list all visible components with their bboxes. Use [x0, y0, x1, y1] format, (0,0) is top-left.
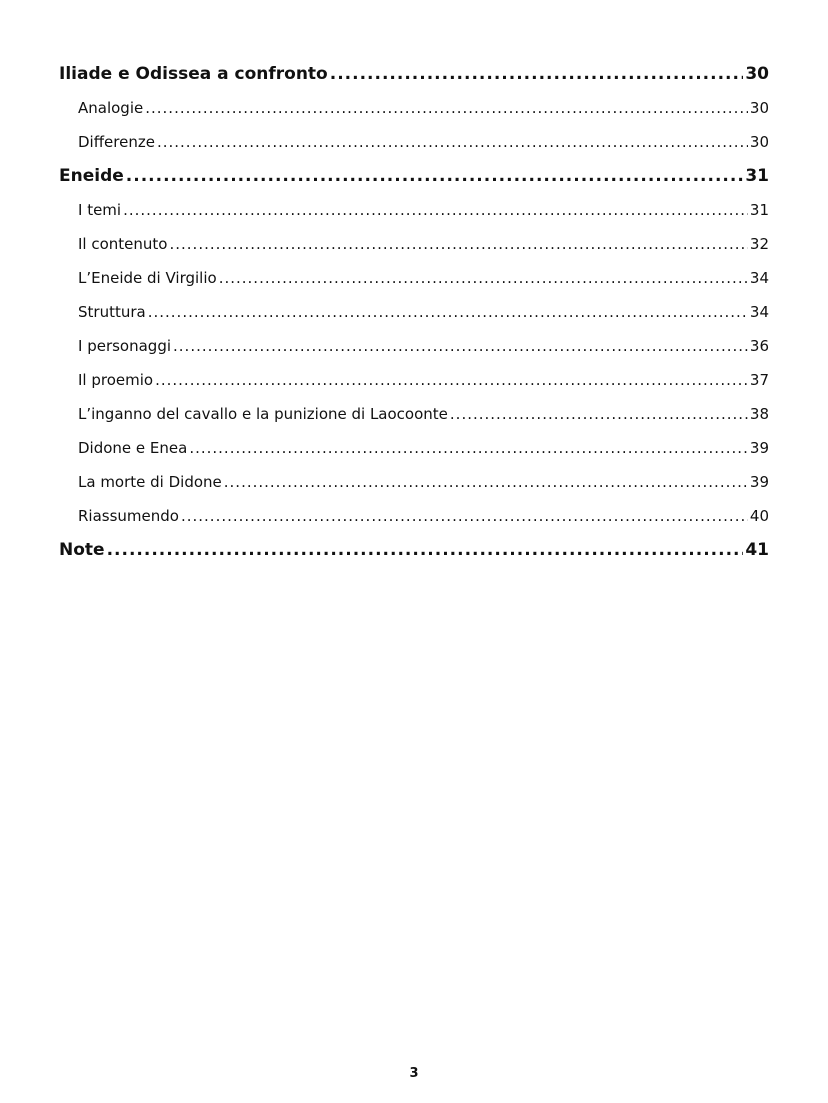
toc-entry-title: Differenze	[78, 133, 155, 151]
toc-leader-dots	[145, 94, 748, 122]
toc-leader-dots	[330, 60, 744, 88]
toc-entry-title: Il contenuto	[78, 235, 168, 253]
toc-entry-page: 36	[749, 337, 769, 355]
toc-entry-page: 34	[749, 269, 769, 287]
toc-entry-iliade-odissea	[59, 60, 769, 94]
toc-entry-page: 39	[749, 473, 769, 491]
toc-entry-title: I temi	[78, 201, 122, 219]
toc-leader-dots	[224, 468, 748, 496]
toc-entry-page: 39	[749, 439, 769, 457]
toc-entry-title: Note	[59, 540, 105, 560]
toc-leader-dots	[107, 536, 744, 564]
toc-entry-page: 38	[749, 405, 769, 423]
toc-leader-dots	[126, 162, 744, 190]
toc-entry-title: Il proemio	[78, 371, 154, 389]
toc-leader-dots	[157, 128, 748, 156]
toc-leader-dots	[148, 298, 748, 326]
toc-entry-inganno-del-cavallo	[59, 400, 769, 434]
toc-entry-il-contenuto	[59, 230, 769, 264]
toc-entry-il-proemio	[59, 366, 769, 400]
toc-entry-page: 40	[749, 507, 769, 525]
toc-entry-page: 37	[749, 371, 769, 389]
toc-entry-title: Eneide	[59, 166, 124, 186]
toc-entry-i-temi	[59, 196, 769, 230]
toc-entry-struttura	[59, 298, 769, 332]
toc-leader-dots	[181, 502, 748, 530]
toc-leader-dots	[189, 434, 748, 462]
page-number: 3	[409, 1066, 419, 1081]
toc-entry-page: 30	[745, 64, 769, 84]
toc-entry-page: 30	[749, 133, 769, 151]
toc-entry-differenze	[59, 128, 769, 162]
toc-entry-title: Iliade e Odissea a confronto	[59, 64, 328, 84]
toc-entry-title: La morte di Didone	[78, 473, 222, 491]
toc-entry-note	[59, 536, 769, 570]
toc-leader-dots	[169, 230, 747, 258]
toc-entry-riassumendo	[59, 502, 769, 536]
toc-entry-page: 34	[749, 303, 769, 321]
toc-entry-page: 41	[745, 540, 769, 560]
toc-entry-title: Struttura	[78, 303, 146, 321]
toc-entry-title: L’inganno del cavallo e la punizione di Laocoonte	[78, 405, 448, 423]
toc-entry-eneide	[59, 162, 769, 196]
toc-entry-la-morte-di-didone	[59, 468, 769, 502]
toc-entry-page: 32	[749, 235, 769, 253]
toc-leader-dots	[123, 196, 748, 224]
toc-entry-page: 31	[745, 166, 769, 186]
toc-entry-title: Riassumendo	[78, 507, 179, 525]
toc-leader-dots	[173, 332, 748, 360]
toc-leader-dots	[450, 400, 748, 428]
toc-entry-i-personaggi	[59, 332, 769, 366]
toc-entry-page: 30	[749, 99, 769, 117]
toc-entry-eneide-di-virgilio	[59, 264, 769, 298]
table-of-contents	[59, 60, 769, 570]
toc-entry-title: I personaggi	[78, 337, 172, 355]
toc-entry-didone-e-enea	[59, 434, 769, 468]
toc-entry-title: L’Eneide di Virgilio	[78, 269, 217, 287]
toc-entry-title: Didone e Enea	[78, 439, 188, 457]
toc-entry-title: Analogie	[78, 99, 144, 117]
toc-entry-page: 31	[749, 201, 769, 219]
toc-leader-dots	[155, 366, 748, 394]
toc-entry-analogie	[59, 94, 769, 128]
toc-leader-dots	[219, 264, 748, 292]
